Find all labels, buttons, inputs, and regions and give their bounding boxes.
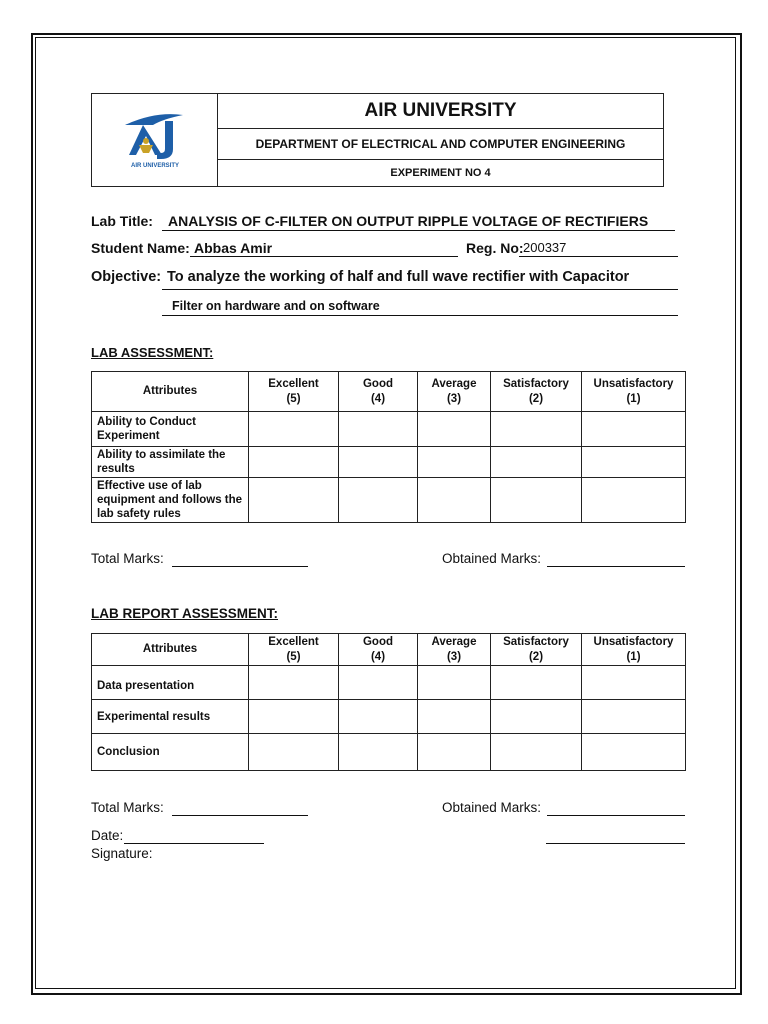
header-table (91, 93, 664, 187)
table-row (92, 412, 686, 447)
lab-title-label: Lab Title: (91, 213, 153, 229)
table-row (92, 447, 686, 478)
attribute-cell: Conclusion (92, 734, 249, 771)
lab-obtained-marks-line[interactable] (547, 566, 685, 567)
objective-underline-2 (162, 315, 678, 316)
attribute-cell: Data presentation (92, 666, 249, 700)
reg-no-underline (519, 256, 678, 257)
score-cell[interactable] (582, 447, 686, 478)
report-assessment-table (91, 633, 686, 771)
score-cell[interactable] (339, 412, 418, 447)
header-average: Average (3) (418, 634, 491, 666)
student-name-underline (190, 256, 458, 257)
lab-assessment-table (91, 371, 686, 523)
score-cell[interactable] (491, 700, 582, 734)
score-cell[interactable] (582, 734, 686, 771)
header-satisfactory: Satisfactory (2) (491, 634, 582, 666)
score-cell[interactable] (249, 478, 339, 523)
score-cell[interactable] (418, 666, 491, 700)
score-cell[interactable] (582, 478, 686, 523)
header-attributes: Attributes (92, 372, 249, 412)
logo-cell (92, 94, 218, 187)
date-line[interactable] (124, 843, 264, 844)
signature-line[interactable] (546, 843, 685, 844)
header-excellent: Excellent (5) (249, 372, 339, 412)
table-row (92, 700, 686, 734)
header-good: Good (4) (339, 634, 418, 666)
report-total-marks-line[interactable] (172, 815, 308, 816)
score-cell[interactable] (582, 412, 686, 447)
score-cell[interactable] (339, 734, 418, 771)
score-cell[interactable] (582, 666, 686, 700)
score-cell[interactable] (249, 666, 339, 700)
header-unsatisfactory: Unsatisfactory (1) (582, 634, 686, 666)
score-cell[interactable] (491, 447, 582, 478)
date-label: Date: (91, 828, 124, 843)
table-header-row (92, 372, 686, 412)
objective-line-1: To analyze the working of half and full wave rectifier with Capacitor (167, 269, 630, 285)
score-cell[interactable] (249, 447, 339, 478)
score-cell[interactable] (249, 734, 339, 771)
lab-total-marks-line[interactable] (172, 566, 308, 567)
score-cell[interactable] (418, 447, 491, 478)
score-cell[interactable] (418, 412, 491, 447)
header-excellent: Excellent (5) (249, 634, 339, 666)
score-cell[interactable] (339, 700, 418, 734)
report-assessment-title: LAB REPORT ASSESSMENT: (91, 606, 279, 621)
score-cell[interactable] (339, 447, 418, 478)
score-cell[interactable] (418, 478, 491, 523)
attribute-cell: Experimental results (92, 700, 249, 734)
department-name: DEPARTMENT OF ELECTRICAL AND COMPUTER ENGINEERING (218, 129, 664, 160)
score-cell[interactable] (582, 700, 686, 734)
score-cell[interactable] (491, 478, 582, 523)
lab-total-marks-label: Total Marks: (91, 551, 164, 566)
reg-no-value[interactable]: 200337 (523, 240, 567, 255)
header-average: Average (3) (418, 372, 491, 412)
report-obtained-marks-label: Obtained Marks: (442, 800, 542, 815)
lab-title-underline (162, 230, 675, 231)
student-name-label: Student Name: (91, 240, 190, 256)
lab-assessment-title: LAB ASSESSMENT: (91, 345, 214, 360)
score-cell[interactable] (339, 666, 418, 700)
table-row (92, 734, 686, 771)
objective-label: Objective: (91, 269, 162, 285)
header-unsatisfactory: Unsatisfactory (1) (582, 372, 686, 412)
attribute-cell: Ability to Conduct Experiment (92, 412, 249, 447)
score-cell[interactable] (418, 734, 491, 771)
table-row (92, 666, 686, 700)
score-cell[interactable] (491, 412, 582, 447)
reg-no-label: Reg. No: (466, 240, 524, 256)
experiment-number: EXPERIMENT NO 4 (218, 160, 664, 187)
score-cell[interactable] (418, 700, 491, 734)
header-attributes: Attributes (92, 634, 249, 666)
score-cell[interactable] (339, 478, 418, 523)
header-satisfactory: Satisfactory (2) (491, 372, 582, 412)
university-logo (105, 103, 205, 173)
logo-text: AIR UNIVERSITY (130, 162, 179, 169)
signature-label: Signature: (91, 846, 153, 861)
report-obtained-marks-line[interactable] (547, 815, 685, 816)
objective-underline-1 (162, 289, 678, 290)
attribute-cell: Ability to assimilate the results (92, 447, 249, 478)
lab-obtained-marks-label: Obtained Marks: (442, 551, 542, 566)
student-name-value[interactable]: Abbas Amir (194, 240, 273, 256)
score-cell[interactable] (491, 666, 582, 700)
header-good: Good (4) (339, 372, 418, 412)
score-cell[interactable] (491, 734, 582, 771)
lab-title-value: ANALYSIS OF C-FILTER ON OUTPUT RIPPLE VOLTAGE OF RECTIFIERS (168, 213, 649, 229)
university-name: AIR UNIVERSITY (218, 94, 664, 129)
table-row (92, 478, 686, 523)
table-header-row (92, 634, 686, 666)
attribute-cell: Effective use of lab equipment and follows the lab safety rules (92, 478, 249, 523)
score-cell[interactable] (249, 700, 339, 734)
objective-line-2: Filter on hardware and on software (172, 299, 380, 313)
score-cell[interactable] (249, 412, 339, 447)
report-total-marks-label: Total Marks: (91, 800, 164, 815)
